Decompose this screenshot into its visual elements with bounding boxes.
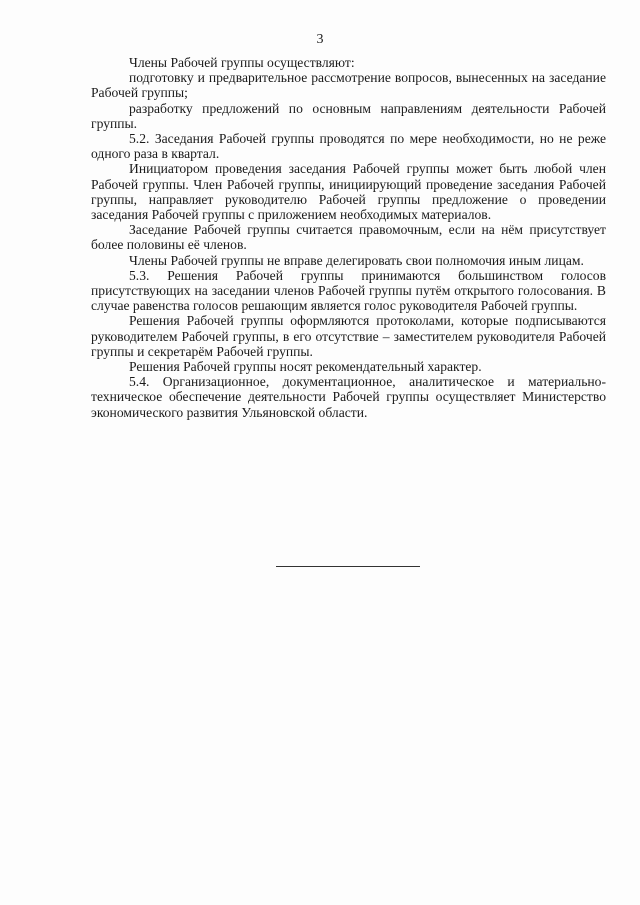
paragraph-proposals: разработку предложений по основным направлениям деятельности Рабочей группы. <box>91 100 606 131</box>
paragraph-preparation: подготовку и предварительное рассмотрение вопросов, вынесенных на заседание Рабочей группы; <box>91 70 606 101</box>
paragraph-5-4-support: 5.4. Организационное, документационное, аналитическое и материально-техническое обеспечение деятельности Рабочей группы осуществляет Министерство экономического развития Ульяновской области. <box>91 374 606 420</box>
paragraph-5-2-meetings: 5.2. Заседания Рабочей группы проводятся по мере необходимости, но не реже одного раза в квартал. <box>91 131 606 162</box>
paragraph-no-delegation: Члены Рабочей группы не вправе делегировать свои полномочия иным лицам. <box>129 252 584 268</box>
paragraph-advisory: Решения Рабочей группы носят рекомендательный характер. <box>129 359 482 375</box>
end-of-document-rule <box>276 566 420 567</box>
paragraph-members-duties: Члены Рабочей группы осуществляют: <box>129 55 355 70</box>
document-body <box>91 55 606 420</box>
paragraph-protocols: Решения Рабочей группы оформляются протоколами, которые подписываются руководителем Рабочей группы, в его отсутствие – заместителем руководителя Рабочей группы и секретарём Рабочей группы. <box>91 313 606 359</box>
paragraph-initiator: Инициатором проведения заседания Рабочей группы может быть любой член Рабочей группы. Член Рабочей группы, инициирующий проведение заседания Рабочей группы, направляет руководителю Рабочей группы предложение о проведении заседания Рабочей группы с приложением необходимых материалов. <box>91 161 606 223</box>
page-number: 3 <box>316 32 324 47</box>
paragraph-quorum: Заседание Рабочей группы считается правомочным, если на нём присутствует более половины её членов. <box>91 222 606 253</box>
paragraph-5-3-decisions: 5.3. Решения Рабочей группы принимаются большинством голосов присутствующих на заседании членов Рабочей группы путём открытого голосования. В случае равенства голосов решающим является голос руководителя Рабочей группы. <box>91 267 606 314</box>
